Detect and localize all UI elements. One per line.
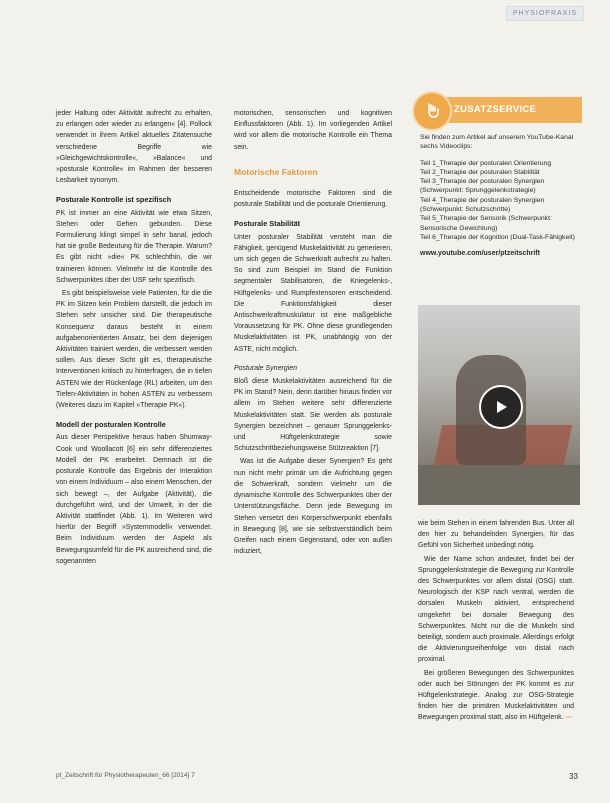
video-list-item: Teil 2_Therapie der posturalen Stabilität — [420, 168, 540, 176]
end-mark: ▫▫▫ — [565, 714, 573, 722]
paragraph: PK ist immer an eine Aktivität wie etwa Sitzen, Stehen oder Gehen gebunden. Diese Formulierung klingt simpel in sehr banal, jedoch hat sie große Bedeutung für die Therapie. Warum? Es gibt nicht »die« PK schlechthin, die wir trainieren können. Vielmehr ist die Kontrolle des Schwerpunktes über der USF sehr spezifisch. — [56, 209, 212, 284]
play-button[interactable] — [479, 385, 523, 429]
video-list-item: Teil 1_Therapie der posturalen Orientierung — [420, 159, 552, 167]
zusatzservice-box — [414, 97, 582, 507]
paragraph: Was ist die Aufgabe dieser Synergien? Es geht nun nicht mehr primär um die Aufrichtung gegen die Schwerkraft, sondern vielmehr um die dynamische Kontrolle des Schwerpunktes über der Unterstützungsfläche. Denn jede Bewegung im Stehen versetzt den Körperschwerpunkt ebenfalls in Bewegung [8], wie sie selbstverständlich beim Greifen nach einem Gegenstand, oder von außen induziert, — [234, 458, 392, 556]
paragraph: wie beim Stehen in einem fahrenden Bus. Unter all den hier zu behandelnden Synergien, für das Gefühl von Sicherheit unbedingt nötig. — [418, 520, 574, 550]
column-3 — [418, 518, 574, 726]
paragraph — [418, 668, 574, 724]
video-list-item: Teil 5_Therapie der Sensorik (Schwerpunkt: Sensorische Gewichtung) — [420, 215, 552, 232]
youtube-link[interactable]: www.youtube.com/user/ptzeitschrift — [420, 250, 540, 258]
video-list-item: Teil 6_Therapie der Kognition (Dual-Task-Fähigkeit) — [420, 233, 575, 241]
subheading-synergien: Posturale Synergien — [234, 364, 298, 372]
video-scene — [418, 465, 580, 505]
video-list — [420, 159, 578, 243]
paragraph: Bloß diese Muskelaktivitäten ausreichend für die PK im Stand? Nein, denn darüber hinaus finden vor allem im Stehen weitere sehr differenzierte Muskelaktivitäten statt. Sie werden als posturale Synergien bezeichnet – genauer Sprunggelenks- und Hüftgelenkstrategie sowie Schutzschrittbeziehungsweise Stützreaktion [7]. — [234, 378, 392, 453]
section-tab: PHYSIOPRAXIS — [506, 6, 584, 21]
zusatzservice-intro: Sie finden zum Artikel auf unserem YouTube-Kanal sechs Videoclips: — [420, 134, 574, 151]
video-list-item: Teil 3_Therapie der posturalen Synergien (Schwerpunkt: Sprunggelenkstrategie) — [420, 178, 545, 195]
paragraph: Aus dieser Perspektive heraus haben Shumway-Cook und Woollacott [6] ein sehr differenziertes Modell der PK erarbeitet. Demnach ist die posturale Kontrolle das Ergebnis der Interaktion von einem Individuum – also einem Menschen, der sich bewegt –, der Aufgabe (Aktivität), die durchgeführt wird, und der Umwelt, in der die Aktivität stattfindet (Abb. 1). Im Weiteren wird hierfür der Begriff »Systemmodell« verwendet. Beim Individuum werden der Aspekt als Bewegungsumfeld für die PK ausreichend sind, die sogenannten — [56, 434, 212, 565]
zusatzservice-title: ZUSATZSERVICE — [454, 104, 537, 115]
journal-citation: pt_Zeitschrift für Physiotherapeuten_66 [2014] 7 — [56, 772, 195, 779]
paragraph: Es gibt beispielsweise viele Patienten, für die die PK im Sitzen kein Problem darstellt, die jedoch im Stehen sehr unsicher sind. Die therapeutische Konsequenz daraus besteht in einem aufgabenorientierten Ansatz, bei dem diejenigen Aktivitäten trainiert werden, die verbessert werden sollen. Aus dieser Sicht gilt es, therapeutische Interventionen kritisch zu hinterfragen, die in tiefen ASTEN wie der Rückenlage (RL) arbeiten, um den Tiefen-Aktivitäten in hohen ASTEN zu verbessern (Weiteres dazu im Kapitel »Therapie PK«). — [56, 290, 212, 410]
paragraph: Wie der Name schon andeutet, findet bei der Sprunggelenkstrategie die Bewegung zur Kontrolle des Schwerpunktes vor allem distal (OSG) statt. Neurologisch der KSP nach ventral, werden die dorsalen Muskeln aktiviert, entsprechend umgekehrt bei dorsaler Bewegung des Schwerpunktes. Nicht nur die die Muskeln sind beteiligt, sondern auch proximale. Allerdings erfolgt die Aktivierungsreihenfolge von distal nach proximal. — [418, 555, 574, 664]
hand-icon — [412, 91, 452, 131]
paragraph-text: Bei größeren Bewegungen des Schwerpunktes oder auch bei Störungen der PK kommt es zur Hüftgelenkstrategie. Analog zur OSG-Strategie finden hier die primären Muskelaktivitäten und Bewegungen proximal statt, also im Hüftgelenk. — [418, 669, 574, 722]
page-number: 33 — [569, 772, 578, 781]
subheading-modell: Modell der posturalen Kontrolle — [56, 420, 166, 430]
paragraph: Entscheidende motorische Faktoren sind die posturale Stabilität und die posturale Orientierung. — [234, 190, 392, 209]
section-heading-motorische-faktoren: Motorische Faktoren — [234, 166, 318, 177]
column-2 — [234, 108, 392, 559]
paragraph: jeder Haltung oder Aktivität aufrecht zu erhalten, zu erlangen oder wieder zu erlangen« [4]. Pollock verwendet in ihrem Artikel aktuelles Zitatensuche verschiedene Begriffe wie »Gleichgewichtskontrolle«, »Balance« und »posturale Kontrolle« im Rahmen der besseren Lesbarkeit synonym. — [56, 110, 212, 185]
play-icon — [493, 399, 509, 415]
video-list-item: Teil 4_Therapie der posturalen Synergien (Schwerpunkt: Schutzschritte) — [420, 196, 545, 214]
zusatzservice-header — [422, 97, 582, 123]
paragraph: Unter posturaler Stabilität versteht man die Fähigkeit, genügend Muskelaktivität zu generieren, um sich gegen die Schwerkraft aufrecht zu halten. So sind zum Beispiel im Stand die Funktion segmentaler Stabilisatoren, die Kniegelenks-, Hüftgelenks- und Rumpfextensoren entscheidend. Die Funktionsfähigkeit dieser Antischwerkraftmuskulatur ist eine maßgebliche Voraussetzung für PK. Ohne diese grundlegenden Muskelaktivitäten ist PK, unabhängig von der ASTE, nicht möglich. — [234, 233, 392, 353]
video-thumbnail[interactable] — [418, 305, 580, 505]
subheading-spezifisch: Posturale Kontrolle ist spezifisch — [56, 195, 172, 205]
paragraph: motorischen, sensorischen und kognitiven Einflussfaktoren (Abb. 1). Im vorliegenden Artikel wird vor allem die motorische Kontrolle ein Thema sein. — [234, 110, 392, 151]
subheading-stabilitaet: Posturale Stabilität — [234, 219, 301, 229]
column-1 — [56, 108, 212, 569]
page-header — [0, 0, 610, 22]
